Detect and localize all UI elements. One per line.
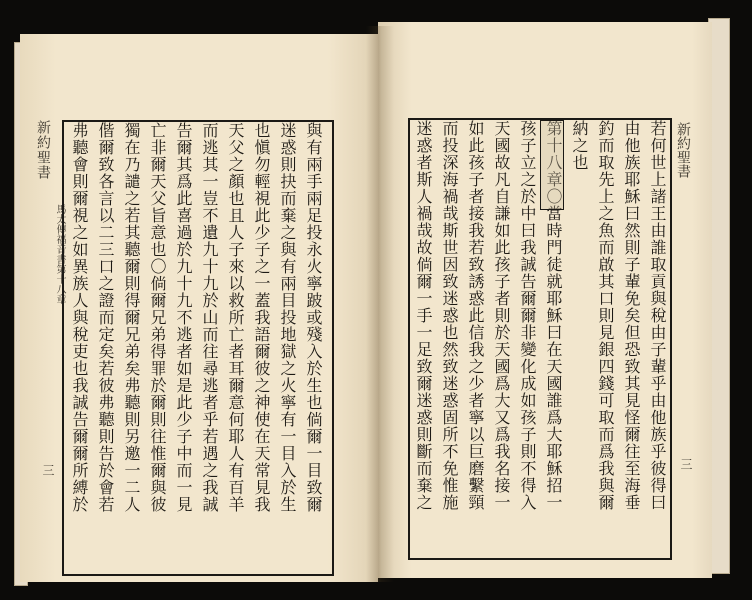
left-margin-subtitle: 馬太傳福音書第十八章 bbox=[54, 204, 65, 304]
text-column: 天國故凡自謙如此孩子者則於天國爲大又爲我名接一 bbox=[492, 120, 511, 511]
text-column: 孩子立之於中曰我誠告爾爾非變化成如孩子則不得入 bbox=[518, 120, 537, 511]
text-column: 亡非爾天父旨意也〇倘爾兄弟得罪於爾則往惟爾與彼 bbox=[148, 122, 167, 513]
text-column: 而投深海禍哉斯世因致迷惑也然致迷惑固所不免惟施 bbox=[440, 120, 459, 511]
text-column: 若何世上諸王由誰取貢與稅由子輩乎由他族乎彼得曰 bbox=[648, 120, 667, 511]
right-page-number: 三 bbox=[679, 458, 693, 470]
text-column: 迷惑者斯人禍哉故倘爾一手一足致爾迷惑則斷而棄之 bbox=[414, 120, 433, 511]
book-gutter bbox=[366, 26, 394, 582]
text-column: 獨在乃譴之若其聽爾則得爾兄弟矣弗聽則另邀一二人 bbox=[122, 122, 141, 513]
right-page bbox=[378, 22, 712, 578]
left-margin-title: 新約聖書 bbox=[35, 120, 51, 180]
text-column: 而逃其一豈不遺九十九於山而往尋逃者乎若遇之我誠 bbox=[200, 122, 219, 513]
text-column: 弗聽會則爾視之如異族人與稅吏也我誠告爾爾所縛於 bbox=[70, 122, 89, 513]
text-column: 與有兩手兩足投永火寧跛或殘入於生也倘爾一目致爾 bbox=[304, 122, 323, 513]
text-column: 迷惑則抉而棄之與有兩目投地獄之火寧有一目入於生 bbox=[278, 122, 297, 513]
text-column: 由他族耶穌曰然則子輩免矣但恐致其見怪爾往至海垂 bbox=[622, 120, 641, 511]
text-column: 如此孩子者接我若致誘惑此信我之少者寧以巨磨繫頸 bbox=[466, 120, 485, 511]
text-column: 天父之顏也且人子來以救所亡者耳爾意何耶人有百羊 bbox=[226, 122, 245, 513]
text-column: 納之也 bbox=[570, 120, 589, 171]
right-text-frame bbox=[408, 118, 672, 560]
text-column: 也愼勿輕視此少子之一蓋我語爾彼之神使在天常見我 bbox=[252, 122, 271, 513]
text-column: 偕爾致各言以二三口之證而定矣若彼弗聽則告於會若 bbox=[96, 122, 115, 513]
right-margin-title: 新約聖書 bbox=[675, 122, 691, 178]
left-page-number: 三 bbox=[41, 464, 55, 476]
chapter-heading-box bbox=[540, 120, 564, 210]
left-text-frame bbox=[62, 120, 334, 576]
left-page bbox=[20, 34, 378, 582]
chapter-heading-column: 第十八章〇當時門徒就耶穌曰在天國誰爲大耶穌招一 bbox=[544, 120, 563, 511]
text-column: 告爾其爲此喜過於九十九不逃者如是此少子中而一見 bbox=[174, 122, 193, 513]
text-column: 釣而取先上之魚而啟其口則見銀四錢可取而爲我與爾 bbox=[596, 120, 615, 511]
